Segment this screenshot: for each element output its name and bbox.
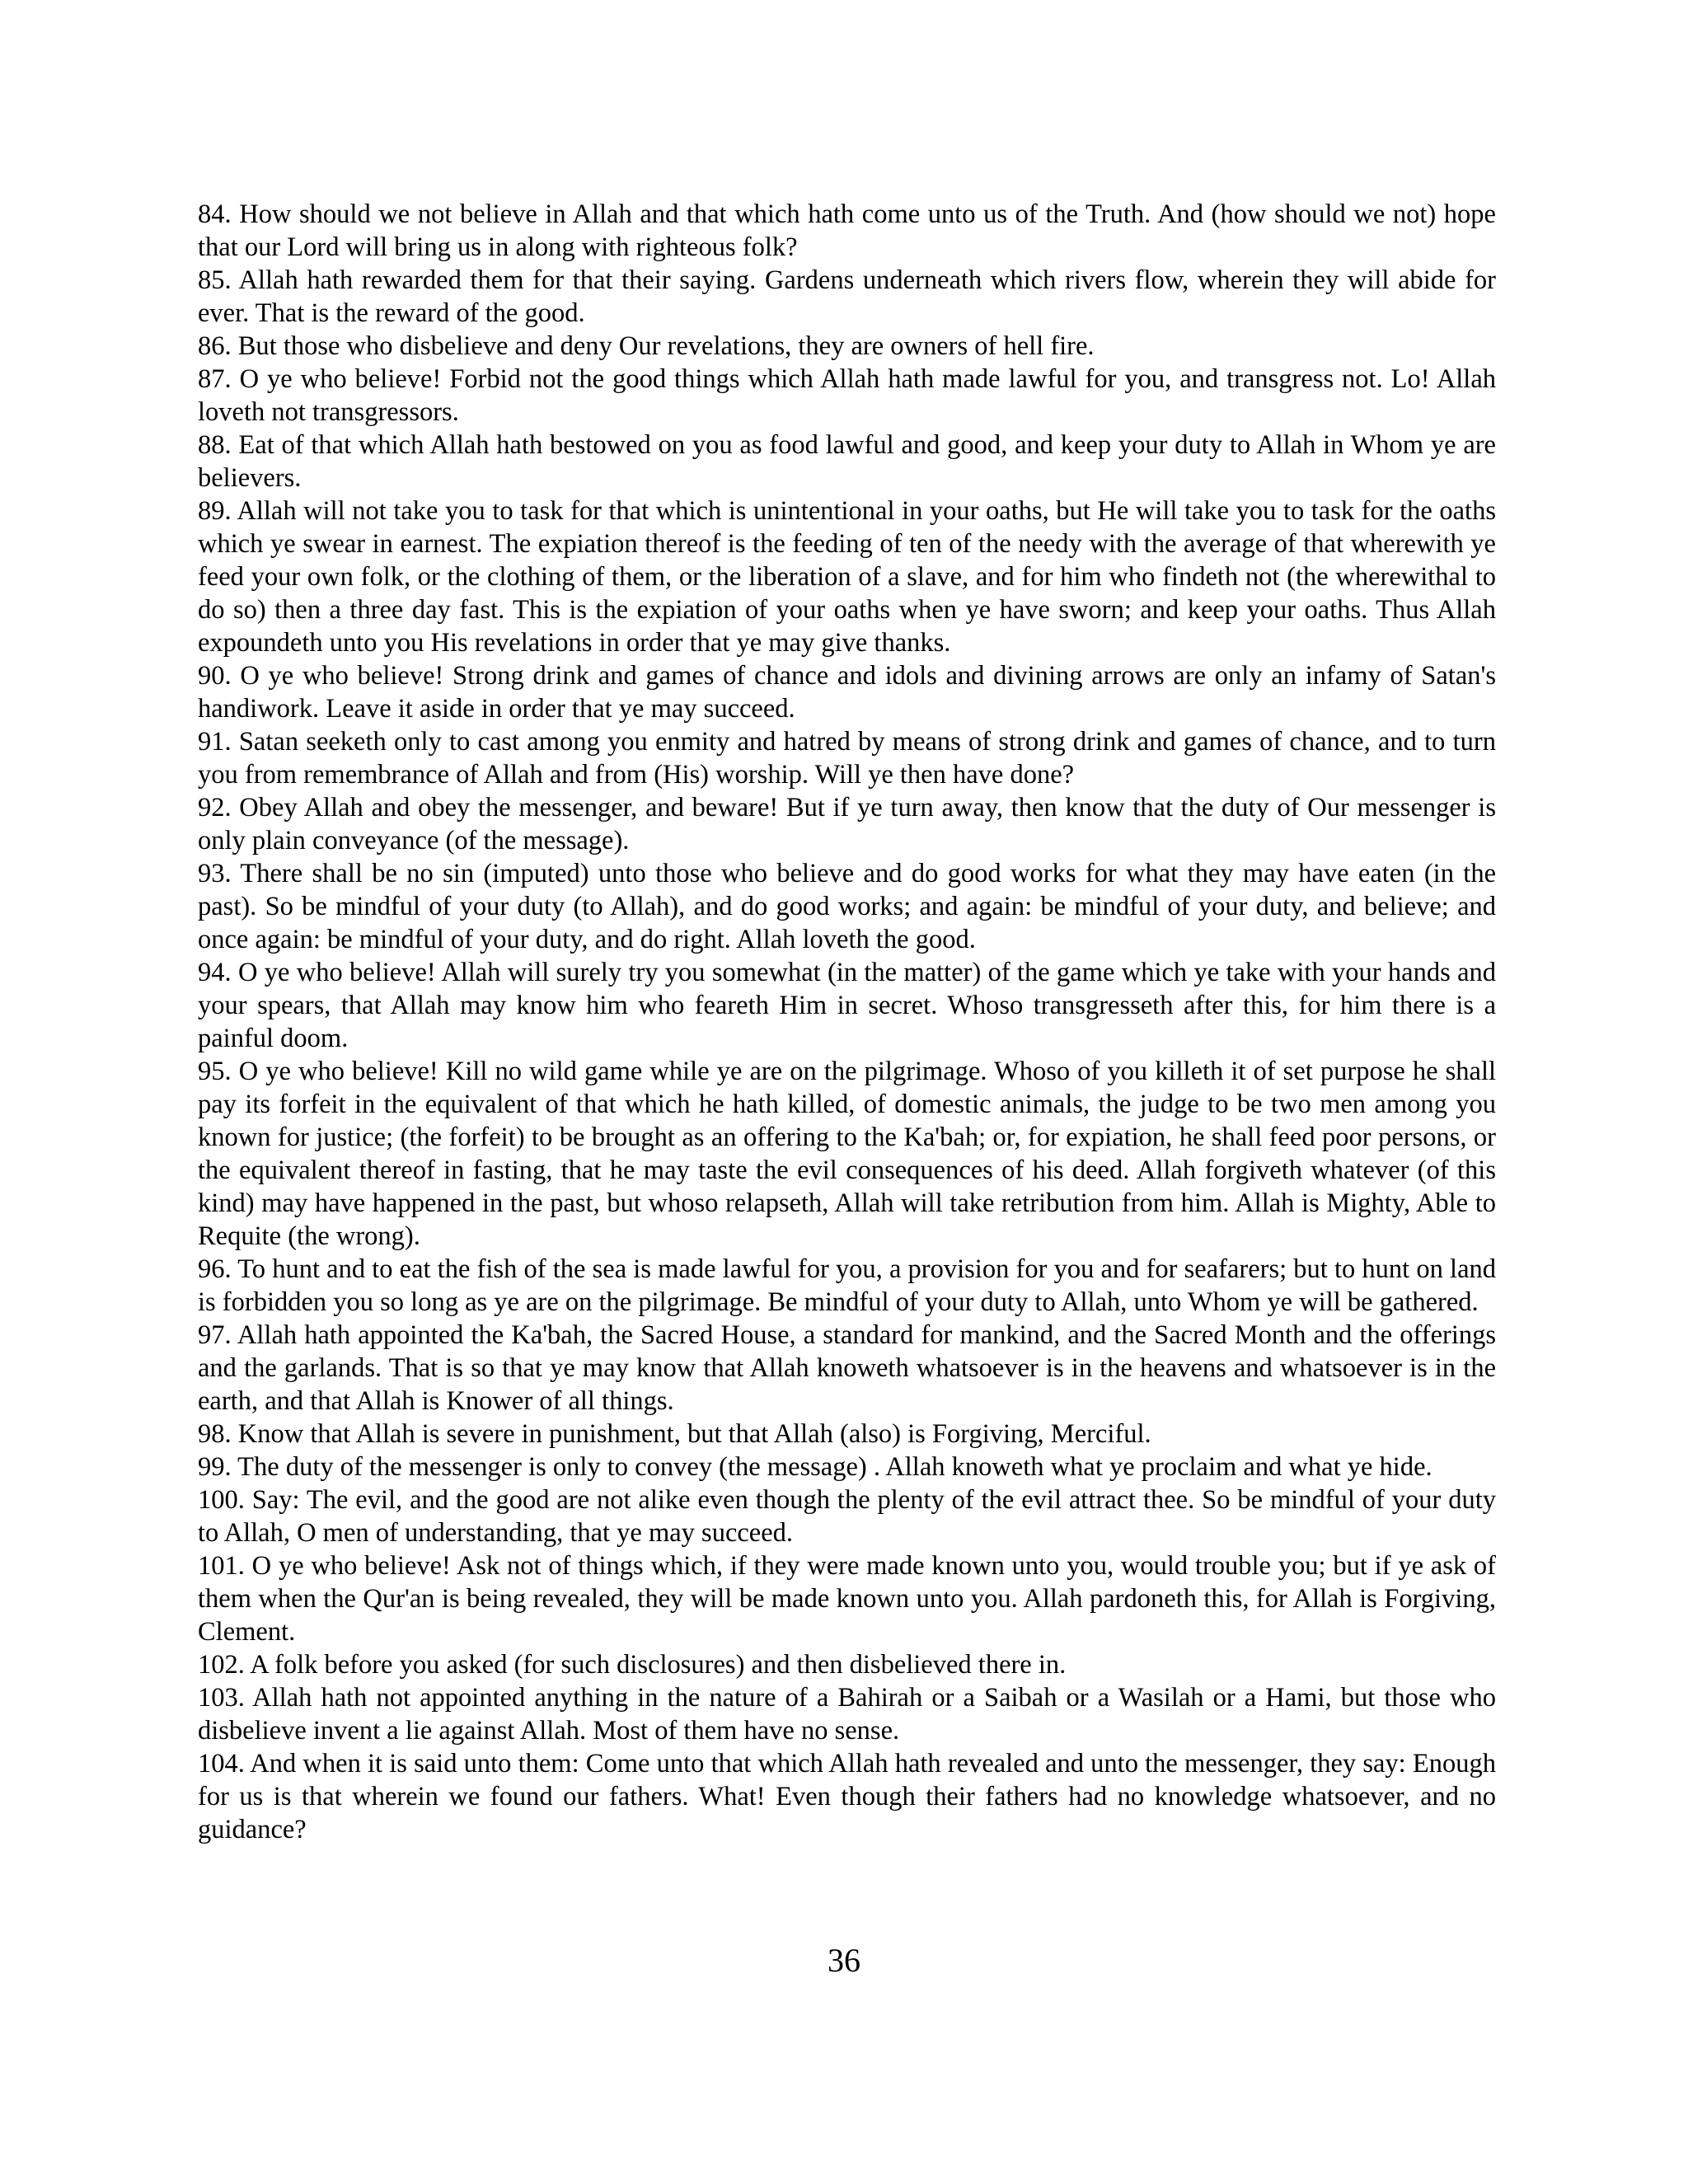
verse-text-block bbox=[198, 198, 1496, 1846]
verse-88: 88. Eat of that which Allah hath bestowed on you as food lawful and good, and keep your duty to Allah in Whom ye are believers. bbox=[198, 430, 1496, 493]
verse-92: 92. Obey Allah and obey the messenger, and beware! But if ye turn away, then know that the duty of Our messenger is only plain conveyance (of the message). bbox=[198, 793, 1496, 855]
verse-89: 89. Allah will not take you to task for that which is unintentional in your oaths, but He will take you to task for the oaths which ye swear in earnest. The expiation thereof is the feeding of ten of the needy with the average of that wherewith ye feed your own folk, or the clothing of them, or the liberation of a slave, and for him who findeth not (the wherewithal to do so) then a three day fast. This is the expiation of your oaths when ye have sworn; and keep your oaths. Thus Allah expoundeth unto you His revelations in order that ye may give thanks. bbox=[198, 496, 1496, 658]
verse-97: 97. Allah hath appointed the Ka'bah, the Sacred House, a standard for mankind, and the Sacred Month and the offerings and the garlands. That is so that ye may know that Allah knoweth whatsoever is in the heavens and whatsoever is in the earth, and that Allah is Knower of all things. bbox=[198, 1320, 1496, 1416]
verse-99: 99. The duty of the messenger is only to convey (the message) . Allah knoweth what ye proclaim and what ye hide. bbox=[198, 1452, 1432, 1482]
verse-86: 86. But those who disbelieve and deny Our revelations, they are owners of hell fire. bbox=[198, 331, 1095, 361]
verse-94: 94. O ye who believe! Allah will surely try you somewhat (in the matter) of the game which ye take with your hands and your spears, that Allah may know him who feareth Him in secret. Whoso transgresseth after this, for him there is a painful doom. bbox=[198, 958, 1496, 1053]
verse-103: 103. Allah hath not appointed anything in the nature of a Bahirah or a Saibah or a Wasilah or a Hami, but those who disbelieve invent a lie against Allah. Most of them have no sense. bbox=[198, 1683, 1496, 1746]
verse-85: 85. Allah hath rewarded them for that their saying. Gardens underneath which rivers flow, wherein they will abide for ever. That is the reward of the good. bbox=[198, 265, 1496, 328]
verse-91: 91. Satan seeketh only to cast among you enmity and hatred by means of strong drink and games of chance, and to turn you from remembrance of Allah and from (His) worship. Will ye then have done? bbox=[198, 727, 1496, 790]
verse-101: 101. O ye who believe! Ask not of things which, if they were made known unto you, would trouble you; but if ye ask of them when the Qur'an is being revealed, they will be made known unto you. Allah pardoneth this, for Allah is Forgiving, Clement. bbox=[198, 1551, 1496, 1647]
verse-104: 104. And when it is said unto them: Come unto that which Allah hath revealed and unto the messenger, they say: Enough for us is that wherein we found our fathers. What! Even though their fathers had no knowledge whatsoever, and no guidance? bbox=[198, 1749, 1496, 1844]
verse-100: 100. Say: The evil, and the good are not alike even though the plenty of the evil attract thee. So be mindful of your duty to Allah, O men of understanding, that ye may succeed. bbox=[198, 1485, 1496, 1548]
verse-98: 98. Know that Allah is severe in punishment, but that Allah (also) is Forgiving, Merciful. bbox=[198, 1419, 1151, 1449]
verse-90: 90. O ye who believe! Strong drink and games of chance and idols and divining arrows are only an infamy of Satan's handiwork. Leave it aside in order that ye may succeed. bbox=[198, 661, 1496, 724]
verse-87: 87. O ye who believe! Forbid not the good things which Allah hath made lawful for you, and transgress not. Lo! Allah loveth not transgressors. bbox=[198, 364, 1496, 427]
verse-96: 96. To hunt and to eat the fish of the sea is made lawful for you, a provision for you and for seafarers; but to hunt on land is forbidden you so long as ye are on the pilgrimage. Be mindful of your duty to Allah, unto Whom ye will be gathered. bbox=[198, 1254, 1496, 1317]
verse-84: 84. How should we not believe in Allah and that which hath come unto us of the Truth. And (how should we not) hope that our Lord will bring us in along with righteous folk? bbox=[198, 199, 1496, 262]
verse-102: 102. A folk before you asked (for such disclosures) and then disbelieved there in. bbox=[198, 1650, 1067, 1680]
verse-93: 93. There shall be no sin (imputed) unto those who believe and do good works for what they may have eaten (in the past). So be mindful of your duty (to Allah), and do good works; and again: be mindful of your duty, and believe; and once again: be mindful of your duty, and do right. Allah loveth the good. bbox=[198, 859, 1496, 954]
verse-95: 95. O ye who believe! Kill no wild game while ye are on the pilgrimage. Whoso of you killeth it of set purpose he shall pay its forfeit in the equivalent of that which he hath killed, of domestic animals, the judge to be two men among you known for justice; (the forfeit) to be brought as an offering to the Ka'bah; or, for expiation, he shall feed poor persons, or the equivalent thereof in fasting, that he may taste the evil consequences of his deed. Allah forgiveth whatever (of this kind) may have happened in the past, but whoso relapseth, Allah will take retribution from him. Allah is Mighty, Able to Requite (the wrong). bbox=[198, 1057, 1496, 1251]
page-number: 36 bbox=[828, 1942, 860, 1979]
